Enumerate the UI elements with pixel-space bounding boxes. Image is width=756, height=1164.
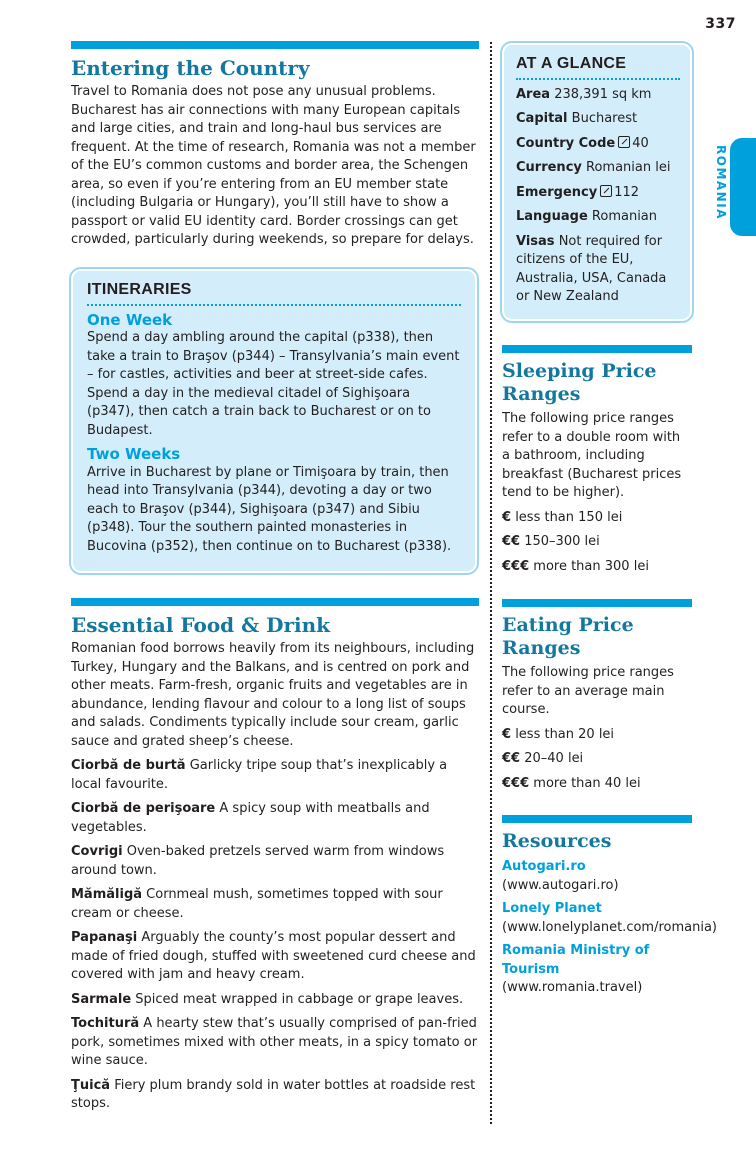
section-rule — [502, 345, 692, 353]
food-item — [71, 886, 479, 923]
food-term: Sarmale — [71, 991, 132, 1007]
eating-intro: The following price ranges refer to an average main course. — [502, 665, 674, 717]
food-item — [71, 1015, 479, 1071]
section-tab — [730, 138, 756, 236]
resource-link[interactable]: Romania Ministry of Tourism — [502, 943, 650, 977]
price-range-row: €€ 20–40 lei — [502, 751, 584, 766]
food-term: Tochitură — [71, 1016, 140, 1031]
price-range-row: €€€ more than 40 lei — [502, 775, 641, 791]
food-item — [71, 929, 479, 985]
glance-title: AT A GLANCE — [516, 55, 680, 80]
section-rule — [502, 815, 692, 823]
resource-link[interactable]: Lonely Planet — [502, 901, 602, 916]
food-term: Ţuică — [71, 1077, 111, 1093]
sleeping-heading: Sleeping Price Ranges — [502, 360, 657, 405]
sleeping-intro: The following price ranges refer to a double room with a bathroom, including breakfast (Bucharest prices tend to be higher). — [502, 411, 682, 500]
food-desc: Fiery plum brandy sold in water bottles at roadside rest stops. — [71, 1077, 476, 1111]
eating-section — [502, 599, 692, 793]
itinerary-one-week-body: Spend a day ambling around the capital (p338), then take a train to Braşov (p344) – Transylvania’s main event – for castles, activities and beer at street-side cafes. Spend a day in the medieval citadel of Sighişoara (p347), then catch a train back to Bucharest or on to Budapest. — [87, 330, 460, 438]
food-section — [71, 598, 479, 1114]
food-term: Mămăligă — [71, 887, 143, 902]
at-a-glance-box — [504, 45, 690, 319]
glance-visas: Visas Not required for citizens of the EU, Australia, USA, Canada or New Zealand — [516, 233, 667, 304]
sleeping-section — [502, 345, 692, 576]
price-range-row: € less than 150 lei — [502, 509, 623, 525]
food-term: Ciorbă de burtă — [71, 758, 186, 773]
glance-currency: Currency Romanian lei — [516, 160, 671, 175]
price-range-row: € less than 20 lei — [502, 726, 615, 742]
resource-item: Autogari.ro (www.autogari.ro) — [502, 859, 619, 893]
itineraries-title: ITINERARIES — [87, 281, 461, 306]
food-desc: Garlicky tripe soup that’s inexplicably a local favourite. — [71, 758, 448, 792]
itineraries-box — [73, 271, 475, 571]
food-desc: Cornmeal mush, sometimes topped with sour cream or cheese. — [71, 887, 443, 921]
glance-language: Language Romanian — [516, 209, 658, 224]
glance-country-code: Country Code 40 — [516, 135, 649, 151]
food-desc: Oven-baked pretzels served warm from windows around town. — [71, 844, 445, 878]
food-item — [71, 991, 479, 1010]
resources-heading: Resources — [502, 830, 612, 852]
resources-section — [502, 815, 717, 998]
food-item — [71, 843, 479, 880]
food-desc: A spicy soup with meatballs and vegetables. — [71, 801, 430, 835]
food-item — [71, 757, 479, 794]
food-desc: Spiced meat wrapped in cabbage or grape leaves. — [135, 991, 464, 1007]
food-term: Papanaşi — [71, 930, 138, 945]
food-desc: Arguably the county’s most popular dessert and made of fried dough, stuffed with sweetened curd cheese and covered with jam and heavy cream. — [71, 930, 476, 982]
food-item — [71, 1077, 479, 1114]
itinerary-two-weeks-heading: Two Weeks — [87, 445, 181, 463]
itinerary-two-weeks-body: Arrive in Bucharest by plane or Timişoara by train, then head into Transylvania (p344), devoting a day or two each to Braşov (p344), Sighişoara (p347) and Sibiu (p348). Tour the southern painted monasteries in Bucovina (p352), then continue on to Bucharest (p338). — [87, 464, 452, 554]
section-rule — [71, 598, 479, 606]
price-range-row: €€€ more than 300 lei — [502, 558, 649, 574]
entering-heading: Entering the Country — [71, 56, 310, 80]
section-rule — [71, 41, 479, 49]
food-term: Ciorbă de perişoare — [71, 801, 216, 816]
food-heading: Essential Food & Drink — [71, 613, 331, 637]
food-item — [71, 800, 479, 837]
glance-area: Area 238,391 sq km — [516, 86, 652, 102]
phone-icon — [618, 136, 630, 148]
food-intro: Romanian food borrows heavily from its neighbours, including Turkey, Hungary and the Balkans, and is centred on pork and other meats. Farm-fresh, organic fruits and vegetables are in abundance, lending flavour and colour to a long list of soups and salads. Condiments typically include sour cream, garlic sauce and grated sheep’s cheese. — [71, 641, 475, 749]
price-range-row: €€ 150–300 lei — [502, 534, 600, 549]
eating-heading: Eating Price Ranges — [502, 614, 634, 659]
food-desc: A hearty stew that’s usually comprised of pan-fried pork, sometimes mixed with other meats, in a spicy tomato or wine sauce. — [71, 1016, 478, 1068]
itinerary-one-week-heading: One Week — [87, 310, 173, 329]
glance-capital: Capital Bucharest — [516, 111, 638, 126]
column-divider — [490, 42, 492, 1124]
resource-item: Lonely Planet (www.lonelyplanet.com/romania) — [502, 901, 717, 935]
entering-body: Travel to Romania does not pose any unusual problems. Bucharest has air connections with many European capitals and large cities, and train and long-haul bus services are frequent. At the time of research, Romania was not a member of the EU’s common customs and border area, the Schengen area, so even if you’re entering from an EU member state (including Bulgaria or Hungary), you’ll still have to show a passport or valid EU identity card. Border crossings can get crowded, particularly during weekends, so prepare for delays. — [71, 84, 476, 247]
food-term: Covrigi — [71, 844, 123, 859]
section-label: ROMANIA — [714, 145, 728, 220]
resource-link[interactable]: Autogari.ro — [502, 859, 586, 874]
entering-section — [71, 41, 479, 250]
section-rule — [502, 599, 692, 607]
phone-icon — [600, 185, 612, 197]
resource-item: Romania Ministry of Tourism (www.romania.travel) — [502, 943, 650, 995]
glance-emergency: Emergency 112 — [516, 184, 640, 200]
page-number: 337 — [705, 16, 736, 32]
